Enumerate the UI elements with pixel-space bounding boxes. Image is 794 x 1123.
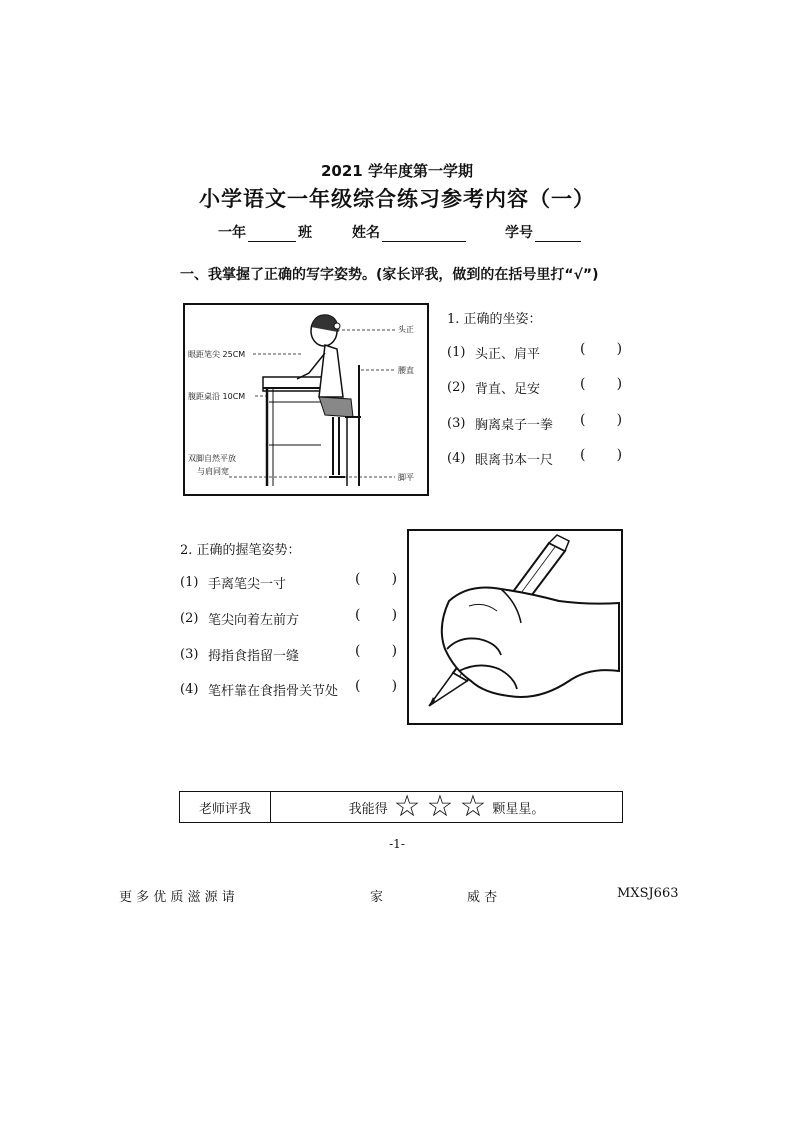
- q2-title: 2. 正确的握笔姿势：: [180, 543, 301, 558]
- q1-item-2: [447, 378, 540, 397]
- evaluation-stars-cell: [271, 789, 622, 824]
- q2-item-3-num: (3): [180, 647, 199, 662]
- q2-item-3: [180, 645, 299, 664]
- q1-item-4: [447, 449, 553, 468]
- q2-item-4-text: 笔杆靠在食指骨关节处: [208, 684, 339, 699]
- id-field: [505, 222, 581, 242]
- name-field: [352, 222, 466, 242]
- star-icon-2[interactable]: ☆: [426, 789, 454, 824]
- name-blank[interactable]: [382, 227, 466, 242]
- class-blank[interactable]: [248, 227, 296, 242]
- footer-left: 更 多 优 质 滋 源 请: [119, 890, 235, 905]
- class-label-prefix: 一年: [218, 225, 246, 241]
- q2-answer-1[interactable]: ( ): [355, 571, 398, 587]
- evaluation-prefix: 我能得: [348, 801, 388, 817]
- q1-answer-2[interactable]: ( ): [580, 376, 623, 392]
- q2-item-4-num: (4): [180, 682, 199, 697]
- q2-answer-4[interactable]: ( ): [355, 678, 398, 694]
- q2-item-4: [180, 680, 338, 699]
- q1-item-4-text: 眼离书本一尺: [475, 453, 554, 468]
- q1-answer-1[interactable]: ( ): [580, 341, 623, 357]
- q2-item-1-num: (1): [180, 575, 199, 590]
- q2-item-2-text: 笔尖向着左前方: [208, 613, 300, 628]
- exam-subtitle: 2021 学年度第一学期: [321, 162, 473, 180]
- q2-answer-2[interactable]: ( ): [355, 607, 398, 623]
- exam-title: 小学语文一年级综合练习参考内容（一）: [199, 187, 595, 211]
- page-number: -1-: [389, 837, 405, 851]
- star-icon-3[interactable]: ☆: [459, 789, 487, 824]
- q2-item-1: [180, 573, 286, 592]
- label-eye-pen: 眼距笔尖 25CM: [188, 350, 246, 359]
- q1-answer-3[interactable]: ( ): [580, 412, 623, 428]
- q1-item-3: [447, 414, 553, 433]
- evaluation-suffix: 颗星星。: [492, 801, 545, 817]
- class-label-suffix: 班: [298, 225, 312, 241]
- section-heading: 一、我掌握了正确的写字姿势。(家长评我，做到的在括号里打“√”): [180, 267, 599, 283]
- q1-item-1-text: 头正、肩平: [475, 347, 541, 362]
- hand-pencil-illustration: [409, 531, 620, 722]
- q2-item-3-text: 拇指食指留一缝: [208, 649, 300, 664]
- label-waist: 腰直: [398, 366, 414, 375]
- footer-code: MXSJ663: [617, 886, 679, 901]
- star-icon-1[interactable]: ☆: [393, 789, 421, 824]
- footer-mid-2: 威 杏: [467, 890, 498, 905]
- q1-item-3-text: 胸离桌子一拳: [475, 418, 554, 433]
- q1-title: 1. 正确的坐姿：: [447, 312, 542, 327]
- q2-item-1-text: 手离笔尖一寸: [208, 577, 287, 592]
- sitting-posture-figure: [183, 303, 429, 496]
- id-label: 学号: [505, 225, 533, 241]
- label-head: 头正: [398, 325, 414, 334]
- q1-item-2-num: (2): [447, 380, 466, 395]
- q2-item-2-num: (2): [180, 611, 199, 626]
- footer-mid-1: 家: [370, 890, 384, 905]
- q1-item-1-num: (1): [447, 345, 466, 360]
- q2-item-2: [180, 609, 299, 628]
- q1-answer-4[interactable]: ( ): [580, 447, 623, 463]
- teacher-evaluation-row: [179, 791, 623, 823]
- q2-answer-3[interactable]: ( ): [355, 643, 398, 659]
- label-eye-desk: 腹距桌沿 10CM: [188, 392, 246, 401]
- label-feet-2: 与肩同宽: [197, 467, 229, 476]
- label-feet-flat: 脚平: [398, 473, 414, 482]
- evaluation-label: 老师评我: [180, 792, 271, 822]
- q1-item-4-num: (4): [447, 451, 466, 466]
- q1-item-2-text: 背直、足安: [475, 382, 541, 397]
- name-label: 姓名: [352, 225, 380, 241]
- class-field: [218, 222, 312, 242]
- q1-item-3-num: (3): [447, 416, 466, 431]
- id-blank[interactable]: [535, 227, 581, 242]
- label-feet-1: 双脚自然平放: [188, 454, 236, 463]
- q1-item-1: [447, 343, 540, 362]
- pen-grip-figure: [407, 529, 623, 725]
